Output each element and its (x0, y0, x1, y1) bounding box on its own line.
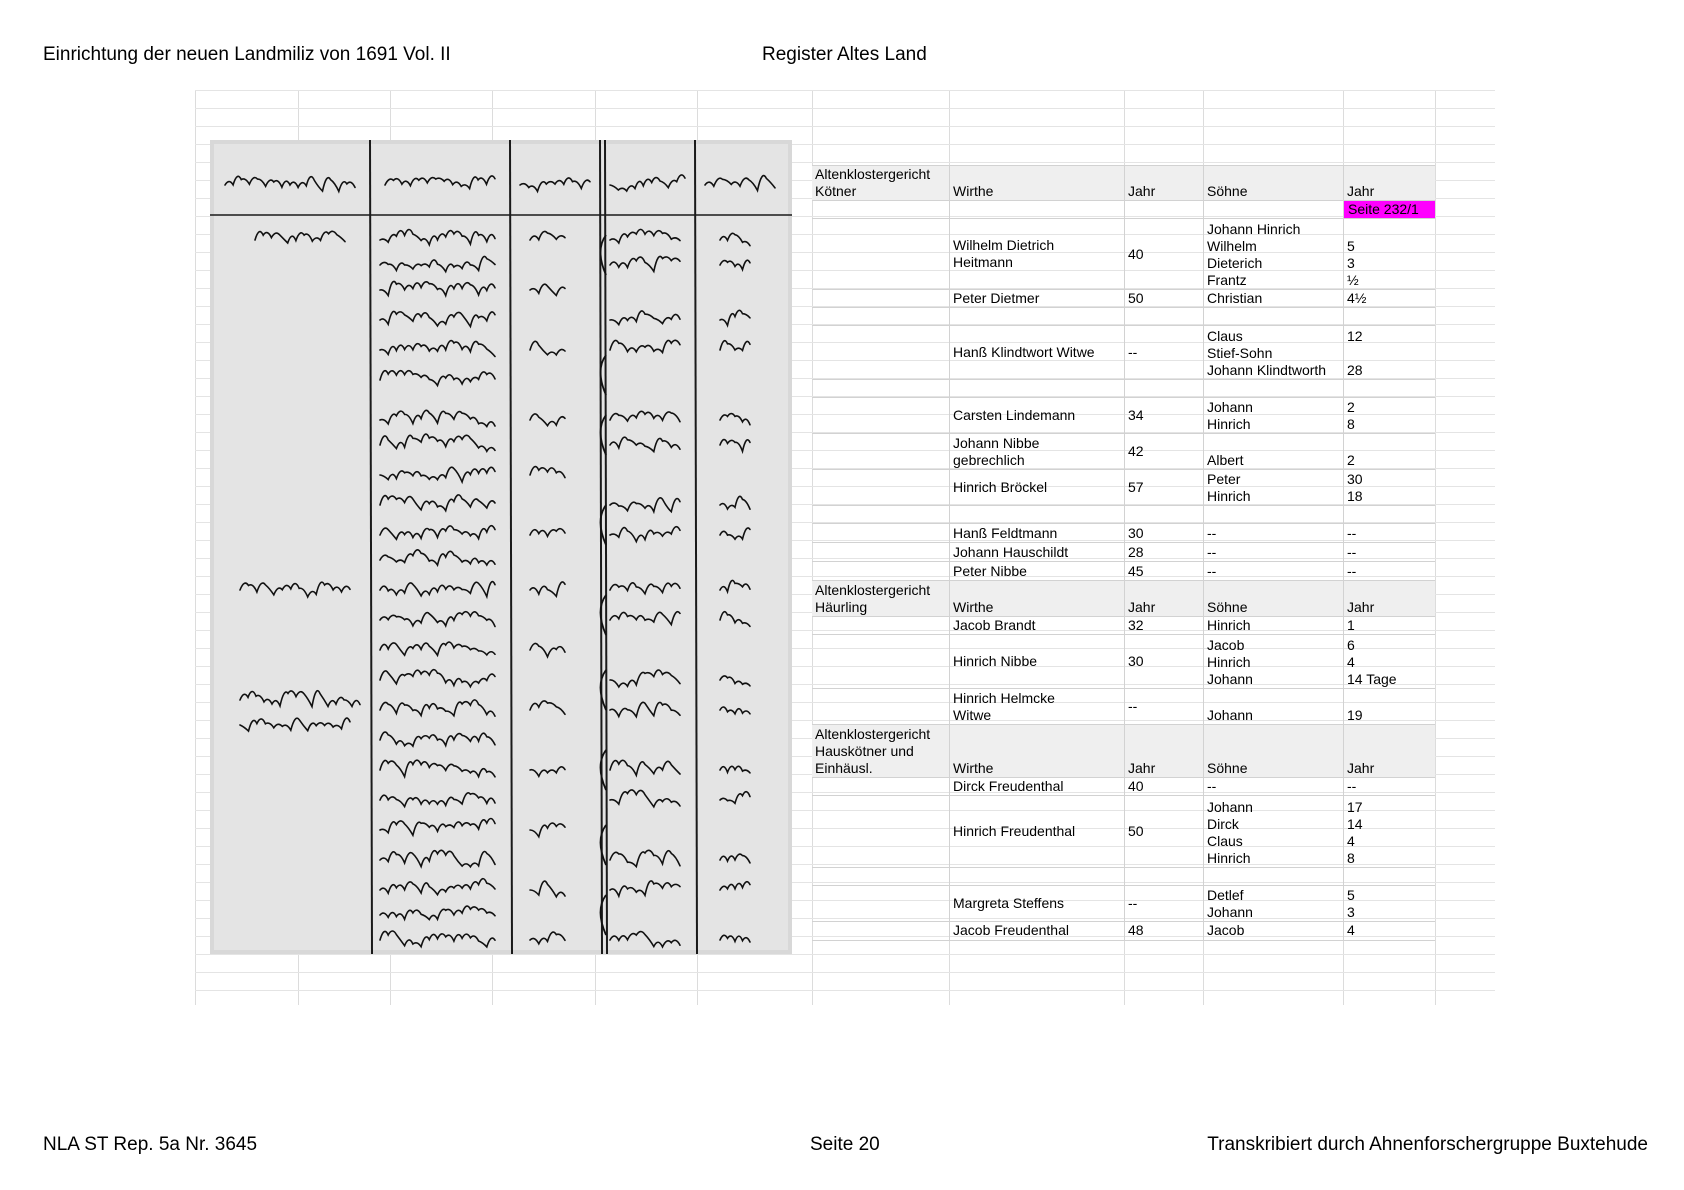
transcription-table (812, 90, 1435, 1005)
page-reference-badge: Seite 232/1 (1344, 201, 1435, 218)
table-row: Hanß Klindtwort Witwe -- Claus Stief-Sohn Johann Klindtworth 12 28 (812, 325, 1435, 380)
column-header-soehne: Söhne (1203, 581, 1343, 617)
table-row: Hinrich Bröckel 57 Peter Hinrich 30 18 (812, 469, 1435, 506)
scan-drawing (210, 140, 792, 954)
table-row-empty (812, 379, 1435, 398)
column-header-jahr: Jahr (1124, 581, 1203, 617)
column-header-wirthe: Wirthe (949, 581, 1124, 617)
table-row: Carsten Lindemann 34 Johann Hinrich 2 8 (812, 397, 1435, 434)
table-row: Hinrich Nibbe 30 Jacob Hinrich Johann 6 4 14 Tage (812, 634, 1435, 689)
column-header-jahr2: Jahr (1343, 581, 1435, 617)
column-header-wirthe: Wirthe (949, 166, 1124, 201)
column-header-jahr: Jahr (1124, 725, 1203, 778)
column-header-jahr: Jahr (1124, 166, 1203, 201)
column-header-soehne: Söhne (1203, 166, 1343, 201)
header-document-title: Einrichtung der neuen Landmiliz von 1691 Vol. II (43, 44, 451, 65)
footer-archive-reference: NLA ST Rep. 5a Nr. 3645 (43, 1134, 258, 1155)
handwritten-register-scan-image (210, 140, 792, 954)
section-header-haeurling (812, 580, 1435, 617)
group-label: Altenklostergericht Hauskötner und Einhäusl. (815, 726, 931, 776)
group-label: Altenklostergericht Häurling (815, 582, 931, 615)
header-register-name: Register Altes Land (762, 44, 927, 65)
column-header-soehne: Söhne (1203, 725, 1343, 778)
footer-page-number: Seite 20 (810, 1134, 880, 1155)
table-row: Hinrich Freudenthal 50 Johann Dirck Claus Hinrich 17 14 4 8 (812, 795, 1435, 868)
section-header-hauskoetner (812, 724, 1435, 778)
table-row: Johann Hauschildt 28 -- -- (812, 542, 1435, 562)
table-row-empty (812, 867, 1435, 886)
spreadsheet-page (195, 90, 1495, 1005)
table-row: Wilhelm Dietrich Heitmann 40 Johann Hinrich Wilhelm Dieterich Frantz 5 3 ½ (812, 218, 1435, 290)
table-row: Jacob Brandt 32 Hinrich 1 (812, 616, 1435, 635)
table-row: Margreta Steffens -- Detlef Johann 5 3 (812, 885, 1435, 922)
footer-transcriber: Transkribiert durch Ahnenforschergruppe Buxtehude (1207, 1134, 1648, 1155)
column-header-wirthe: Wirthe (949, 725, 1124, 778)
table-row: Peter Dietmer 50 Christian 4½ (812, 289, 1435, 308)
column-header-jahr2: Jahr (1343, 725, 1435, 778)
table-row: Jacob Freudenthal 48 Jacob 4 (812, 921, 1435, 941)
table-row-empty (812, 307, 1435, 326)
group-label: Altenklostergericht Kötner (815, 166, 931, 199)
table-row: Johann Nibbe gebrechlich 42 Albert 2 (812, 433, 1435, 470)
table-row: Hinrich Helmcke Witwe -- Johann 19 (812, 688, 1435, 725)
table-row-empty (812, 505, 1435, 524)
column-header-jahr2: Jahr (1343, 166, 1435, 201)
page-reference-row (812, 200, 1435, 219)
table-row: Peter Nibbe 45 -- -- (812, 561, 1435, 581)
table-row: Dirck Freudenthal 40 -- -- (812, 777, 1435, 796)
table-row: Hanß Feldtmann 30 -- -- (812, 523, 1435, 543)
section-header-koetner (812, 165, 1435, 201)
